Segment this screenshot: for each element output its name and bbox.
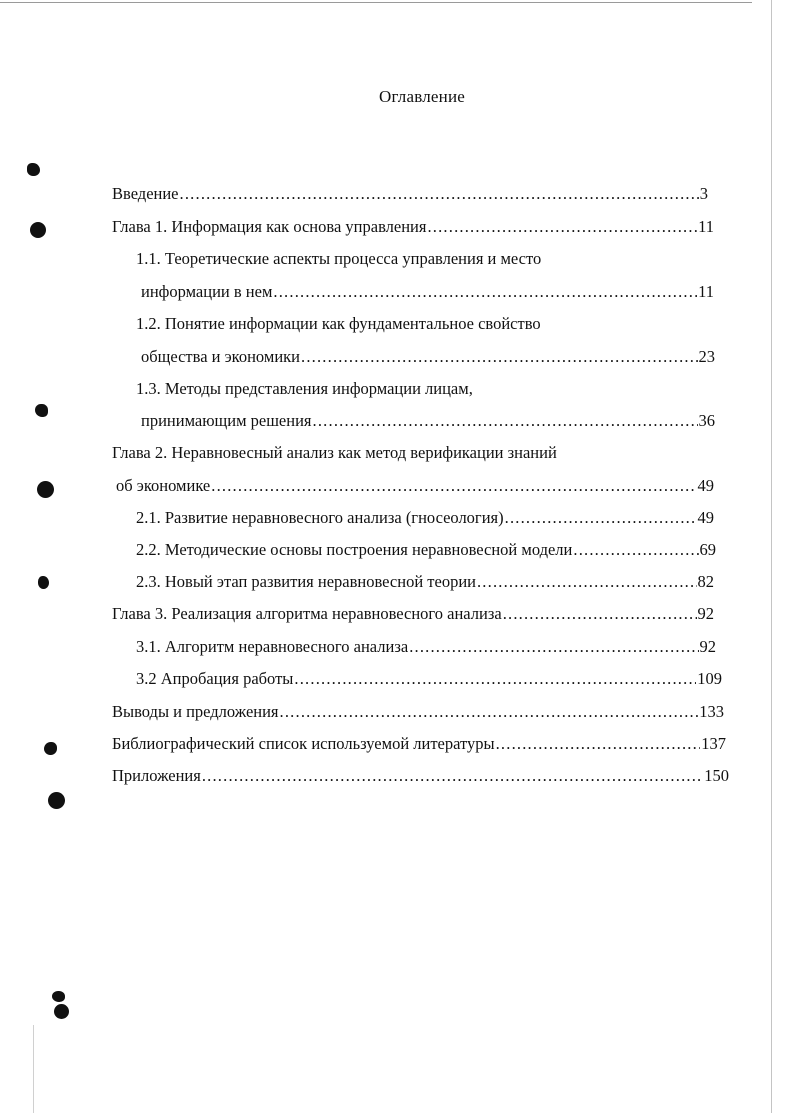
toc-leader-dots — [313, 410, 698, 432]
scan-edge-top — [0, 2, 752, 3]
toc-label: Библиографический список используемой литературы — [112, 734, 495, 753]
toc-label: Глава 1. Информация как основа управления — [112, 217, 427, 236]
toc-page-number: 36 — [698, 411, 715, 430]
punch-hole-mark — [37, 481, 54, 498]
toc-entry-2-1 — [136, 507, 714, 529]
toc-label: Приложения — [112, 766, 201, 785]
toc-page-number: 49 — [697, 476, 714, 495]
toc-label: общества и экономики — [141, 347, 300, 366]
toc-label: информации в нем — [141, 282, 273, 301]
toc-leader-dots — [477, 571, 697, 593]
toc-label: об экономике — [116, 476, 211, 495]
toc-leader-dots — [496, 733, 701, 755]
toc-entry-1-3-line1: 1.3. Методы представления информации лицам, — [136, 379, 473, 398]
toc-label: 2.1. Развитие неравновесного анализа (гносеология) — [136, 508, 504, 527]
toc-page-number: 49 — [697, 508, 714, 527]
toc-label: 3.2 Апробация работы — [136, 669, 294, 688]
toc-entry-3-1 — [136, 636, 716, 658]
toc-leader-dots — [301, 346, 698, 368]
toc-leader-dots — [280, 701, 699, 723]
toc-page-number: 109 — [697, 669, 722, 688]
punch-hole-mark — [35, 404, 48, 417]
toc-page-number: 133 — [699, 702, 724, 721]
toc-label: Выводы и предложения — [112, 702, 279, 721]
toc-page-number: 23 — [698, 347, 715, 366]
toc-entry-2-2 — [136, 539, 716, 561]
toc-entry-1-2 — [141, 346, 715, 368]
toc-entry-1-3 — [141, 410, 715, 432]
toc-label: 2.3. Новый этап развития неравновесной теории — [136, 572, 476, 591]
punch-hole-mark — [30, 222, 46, 238]
toc-leader-dots — [505, 507, 697, 529]
toc-leader-dots — [180, 183, 699, 205]
toc-page-number: 137 — [701, 734, 726, 753]
toc-leader-dots — [503, 603, 697, 625]
toc-label: принимающим решения — [141, 411, 312, 430]
toc-leader-dots — [202, 765, 703, 787]
toc-entry-1-2-line1: 1.2. Понятие информации как фундаментальное свойство — [136, 314, 541, 333]
toc-entry-chapter-2 — [116, 475, 714, 497]
punch-hole-mark — [52, 991, 65, 1002]
toc-entry-1-1-line1: 1.1. Теоретические аспекты процесса управления и место — [136, 249, 542, 268]
toc-page-number: 92 — [697, 604, 714, 623]
toc-entry-appendices — [112, 765, 729, 787]
toc-entry-2-3 — [136, 571, 714, 593]
scan-edge-right — [771, 0, 772, 1113]
toc-leader-dots — [211, 475, 696, 497]
punch-hole-mark — [48, 792, 65, 809]
toc-label: Введение — [112, 184, 179, 203]
toc-page-number: 82 — [697, 572, 714, 591]
toc-entry-bibliography — [112, 733, 726, 755]
toc-label: 2.2. Методические основы построения неравновесной модели — [136, 540, 573, 559]
scan-edge-left — [33, 1025, 34, 1113]
toc-entry-intro — [112, 183, 708, 205]
toc-leader-dots — [294, 668, 696, 690]
punch-hole-mark — [44, 742, 57, 755]
toc-page-number: 3 — [699, 184, 708, 203]
toc-leader-dots — [427, 216, 697, 238]
toc-leader-dots — [573, 539, 698, 561]
toc-leader-dots — [409, 636, 698, 658]
toc-entry-chapter-2-line1: Глава 2. Неравновесный анализ как метод верификации знаний — [112, 443, 557, 462]
toc-entry-chapter-3 — [112, 603, 714, 625]
toc-page-number: 11 — [698, 217, 714, 236]
punch-hole-mark — [27, 163, 40, 176]
punch-hole-mark — [38, 576, 49, 589]
toc-entry-1-1 — [141, 281, 714, 303]
toc-entry-3-2 — [136, 668, 722, 690]
toc-entry-conclusions — [112, 701, 724, 723]
punch-hole-mark — [54, 1004, 69, 1019]
toc-page-number: 69 — [699, 540, 716, 559]
toc-leader-dots — [273, 281, 697, 303]
page-title: Оглавление — [379, 87, 465, 106]
toc-page-number: 92 — [699, 637, 716, 656]
toc-label: 3.1. Алгоритм неравновесного анализа — [136, 637, 409, 656]
toc-label: Глава 3. Реализация алгоритма неравновесного анализа — [112, 604, 502, 623]
toc-entry-chapter-1 — [112, 216, 714, 238]
toc-page-number: 150 — [704, 766, 729, 785]
toc-page-number: 11 — [698, 282, 714, 301]
